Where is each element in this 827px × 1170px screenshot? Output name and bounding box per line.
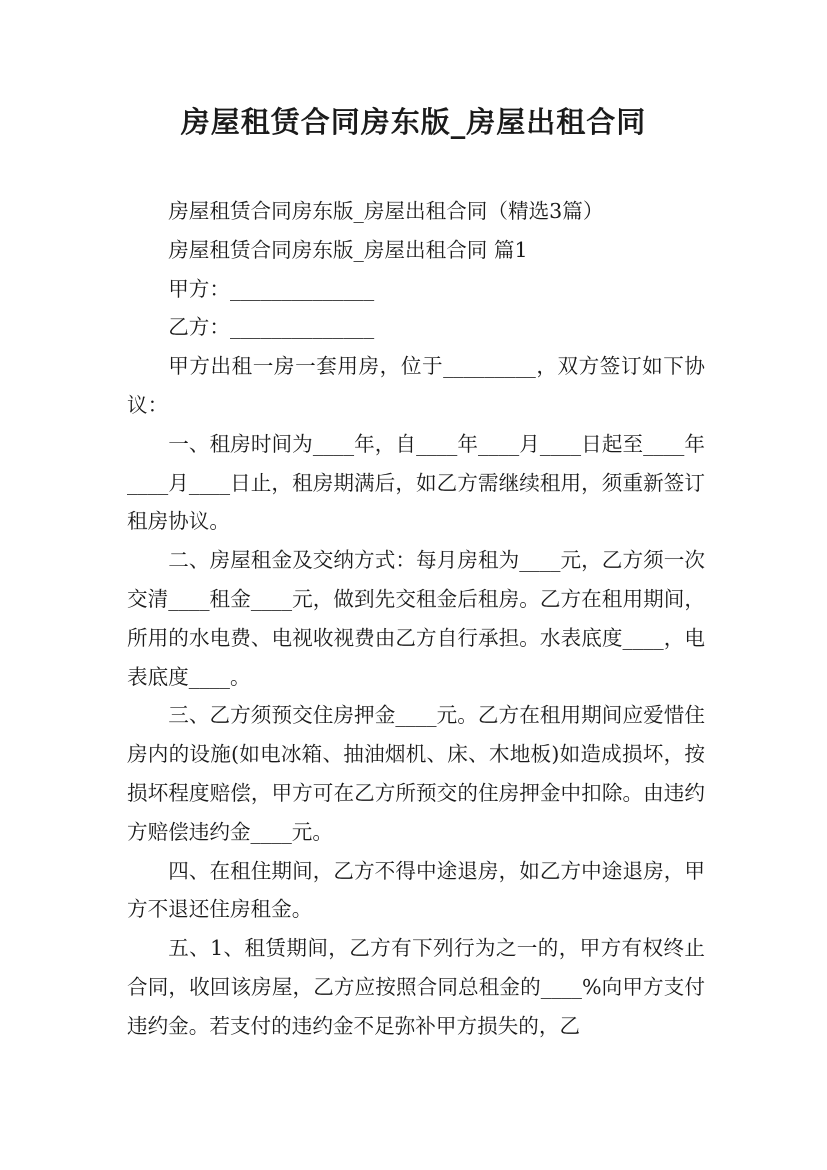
paragraph-clause-3: 三、乙方须预交住房押金____元。乙方在租用期间应爱惜住房内的设施(如电冰箱、抽油烟机、床、木地板)如造成损坏，按损坏程度赔偿，甲方可在乙方所预交的住房押金中扣除。由违约方赔偿违约金____元。 bbox=[127, 703, 705, 844]
paragraph-clause-5: 五、1、租赁期间，乙方有下列行为之一的，甲方有权终止合同，收回该房屋，乙方应按照合同总租金的____%向甲方支付违约金。若支付的违约金不足弥补甲方损失的，乙 bbox=[127, 936, 705, 1038]
document-title: 房屋租赁合同房东版_房屋出租合同 bbox=[180, 105, 647, 139]
paragraph-section-heading: 房屋租赁合同房东版_房屋出租合同 篇1 bbox=[168, 237, 528, 262]
paragraph-clause-2: 二、房屋租金及交纳方式：每月房租为____元，乙方须一次交清____租金____元，做到先交租金后租房。乙方在租用期间，所用的水电费、电视收视费由乙方自行承担。水表底度____，电表底度____。 bbox=[127, 548, 705, 689]
paragraph-agreement: 甲方出租一房一套用房，位于_________，双方签订如下协议： bbox=[127, 354, 705, 417]
paragraph-party-b: 乙方：______________ bbox=[168, 315, 375, 340]
document-body bbox=[127, 192, 705, 1046]
paragraph-clause-1: 一、租房时间为____年，自____年____月____日起至____年____月____日止，租房期满后，如乙方需继续租用，须重新签订租房协议。 bbox=[127, 431, 705, 534]
paragraph-party-a: 甲方：______________ bbox=[168, 276, 375, 301]
paragraph-intro: 房屋租赁合同房东版_房屋出租合同（精选3篇） bbox=[168, 199, 604, 223]
paragraph-clause-4: 四、在租住期间，乙方不得中途退房，如乙方中途退房，甲方不退还住房租金。 bbox=[127, 858, 705, 922]
